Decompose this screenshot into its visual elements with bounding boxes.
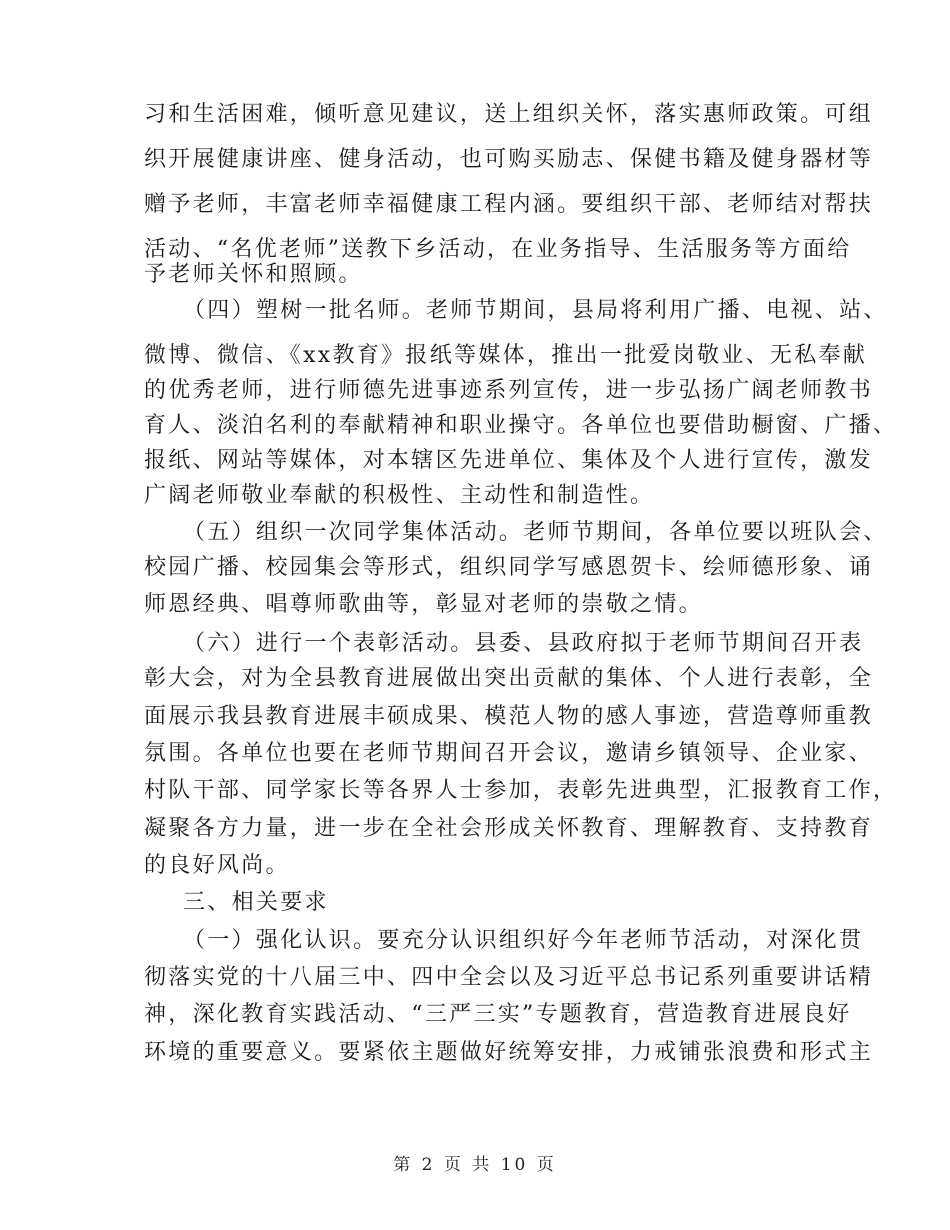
text-line: 织开展健康讲座、健身活动，也可购买励志、保健书籍及健身器材等 [144, 147, 874, 172]
page-number-footer: 第 2 页 共 10 页 [393, 1155, 557, 1175]
text-line: 习和生活困难，倾听意见建议，送上组织关怀，落实惠师政策。可组 [144, 102, 874, 127]
text-line: 彰大会，对为全县教育进展做出突出贡献的集体、个人进行表彰，全 [144, 666, 874, 691]
text-line: 微博、微信、《xx教育》报纸等媒体，推出一批爱岗敬业、无私奉献 [144, 343, 868, 368]
text-line: 凝聚各方力量，进一步在全社会形成关怀教育、理解教育、支持教育 [144, 816, 874, 841]
paragraph-start-line: （五）组织一次同学集体活动。老师节期间，各单位要以班队会、 [183, 520, 888, 545]
text-line: 师恩经典、唱尊师歌曲等，彰显对老师的崇敬之情。 [144, 592, 703, 617]
section-heading: 三、相关要求 [183, 890, 329, 915]
text-line: 广阔老师敬业奉献的积极性、主动性和制造性。 [144, 483, 655, 508]
text-line: 的良好风尚。 [144, 853, 290, 878]
text-line: 活动、“名优老师”送教下乡活动，在业务指导、生活服务等方面给 [144, 237, 852, 262]
text-line: 环境的重要意义。要紧依主题做好统筹安排，力戒铺张浪费和形式主 [144, 1040, 874, 1065]
text-line: 村队干部、同学家长等各界人士参加，表彰先进典型，汇报教育工作， [144, 778, 898, 803]
text-line: 氛围。各单位也要在老师节期间召开会议，邀请乡镇领导、企业家、 [144, 741, 874, 766]
text-line: 赠予老师，丰富老师幸福健康工程内涵。要组织干部、老师结对帮扶 [144, 192, 874, 217]
paragraph-start-line: （六）进行一个表彰活动。县委、县政府拟于老师节期间召开表 [183, 631, 864, 656]
text-line: 报纸、网站等媒体，对本辖区先进单位、集体及个人进行宣传，激发 [144, 448, 874, 473]
text-line: 面展示我县教育进展丰硕成果、模范人物的感人事迹，营造尊师重教 [144, 704, 874, 729]
text-line: 神，深化教育实践活动、“三严三实”专题教育，营造教育进展良好 [144, 1002, 852, 1027]
text-line: 予老师关怀和照顾。 [144, 262, 363, 287]
text-line: 育人、淡泊名利的奉献精神和职业操守。各单位也要借助橱窗、广播、 [144, 413, 898, 438]
paragraph-start-line: （四）塑树一批名师。老师节期间，县局将利用广播、电视、站、 [183, 298, 888, 323]
text-line: 的优秀老师，进行师德先进事迹系列宣传，进一步弘扬广阔老师教书 [144, 378, 874, 403]
text-line: 校园广播、校园集会等形式，组织同学写感恩贺卡、绘师德形象、诵 [144, 555, 874, 580]
text-line: 彻落实党的十八届三中、四中全会以及习近平总书记系列重要讲话精 [144, 965, 874, 990]
paragraph-start-line: （一）强化认识。要充分认识组织好今年老师节活动，对深化贯 [183, 928, 864, 953]
